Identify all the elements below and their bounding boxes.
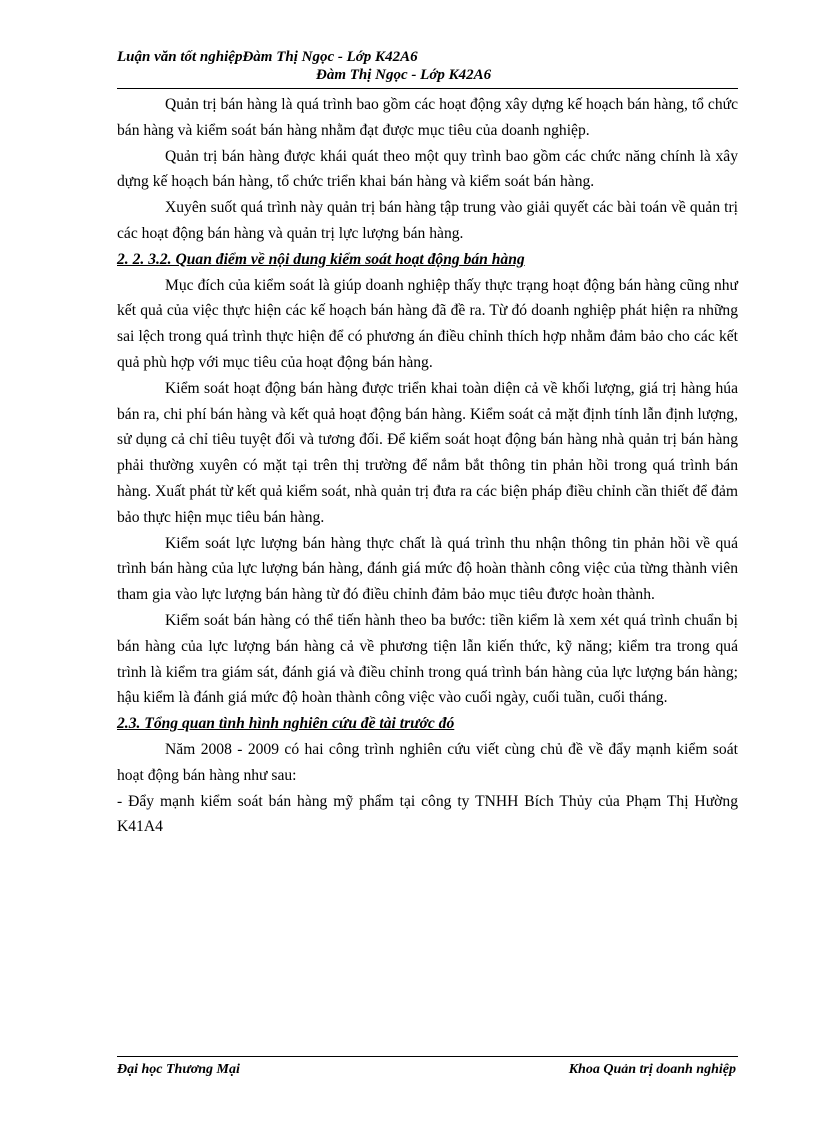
paragraph-7: Kiểm soát bán hàng có thể tiến hành theo ba bước: tiền kiểm là xem xét quá trình chuẩn bị bán hàng của lực lượng bán hàng cả về phương tiện lẫn kiến thức, kỹ năng; kiểm tra trong quá trình là kiểm tra giám sát, đánh giá và điều chỉnh trong quá trình bán hàng của lực lượng bán hàng; hậu kiểm là đánh giá mức độ hoàn thành công việc vào cuối ngày, cuối tuần, cuối tháng.	[117, 611, 738, 707]
list-item-1: - Đẩy mạnh kiểm soát bán hàng mỹ phẩm tại công ty TNHH Bích Thủy của Phạm Thị Hường K41A4	[117, 792, 738, 836]
section-heading-2-2-3-2: 2. 2. 3.2. Quan điểm về nội dung kiểm soát hoạt động bán hàng	[117, 250, 525, 268]
paragraph-6: Kiểm soát lực lượng bán hàng thực chất là quá trình thu nhận thông tin phản hồi về quá trình bán hàng của lực lượng bán hàng, đánh giá mức độ hoàn thành công việc của từng thành viên tham gia vào lực lượng bán hàng từ đó điều chỉnh đảm bảo mục tiêu được hoàn thành.	[117, 534, 738, 604]
paragraph-4: Mục đích của kiểm soát là giúp doanh nghiệp thấy thực trạng hoạt động bán hàng cũng như kết quả của việc thực hiện các kế hoạch bán hàng đã đề ra. Từ đó doanh nghiệp phát hiện ra những sai lệch trong quá trình thực hiện để có phương án điều chỉnh thích hợp nhằm đảm bảo cho các kết quả phù hợp với mục tiêu của hoạt động bán hàng.	[117, 276, 738, 371]
running-header-line1: Luận văn tốt nghiệpĐàm Thị Ngọc - Lớp K42A6	[117, 49, 418, 65]
paragraph-2: Quản trị bán hàng được khái quát theo một quy trình bao gồm các chức năng chính là xây dựng kế hoạch bán hàng, tổ chức triển khai bán hàng và kiểm soát bán hàng.	[117, 147, 738, 191]
header-rule	[117, 88, 738, 89]
footer-right: Khoa Quản trị doanh nghiệp	[568, 1062, 736, 1077]
paragraph-3: Xuyên suốt quá trình này quản trị bán hàng tập trung vào giải quyết các bài toán về quản trị các hoạt động bán hàng và quản trị lực lượng bán hàng.	[117, 199, 738, 242]
paragraph-5: Kiểm soát hoạt động bán hàng được triển khai toàn diện cả về khối lượng, giá trị hàng húa bán ra, chi phí bán hàng và kết quả hoạt động bán hàng. Kiểm soát cả mặt định tính lẫn định lượng, sử dụng cả chỉ tiêu tuyệt đối và tương đối. Để kiểm soát hoạt động bán hàng nhà quản trị bán hàng phải thường xuyên có mặt tại trên thị trường để nắm bắt thông tin phản hồi trong quá trình bán hàng. Xuất phát từ kết quả kiểm soát, nhà quản trị đưa ra các biện pháp điều chỉnh cần thiết để đảm bảo thực hiện mục tiêu bán hàng.	[117, 379, 738, 526]
footer-rule	[117, 1056, 738, 1057]
running-header-line2: Đàm Thị Ngọc - Lớp K42A6	[316, 67, 492, 83]
document-body	[117, 92, 738, 840]
paragraph-1: Quản trị bán hàng là quá trình bao gồm các hoạt động xây dựng kế hoạch bán hàng, tổ chức bán hàng và kiểm soát bán hàng nhằm đạt được mục tiêu của doanh nghiệp.	[117, 96, 738, 139]
section-heading-2-3: 2.3. Tổng quan tình hình nghiên cứu đề tài trước đó	[117, 715, 455, 733]
paragraph-8: Năm 2008 - 2009 có hai công trình nghiên cứu viết cùng chủ đề về đẩy mạnh kiểm soát hoạt động bán hàng như sau:	[117, 740, 738, 784]
footer-left: Đại học Thương Mại	[117, 1062, 240, 1077]
